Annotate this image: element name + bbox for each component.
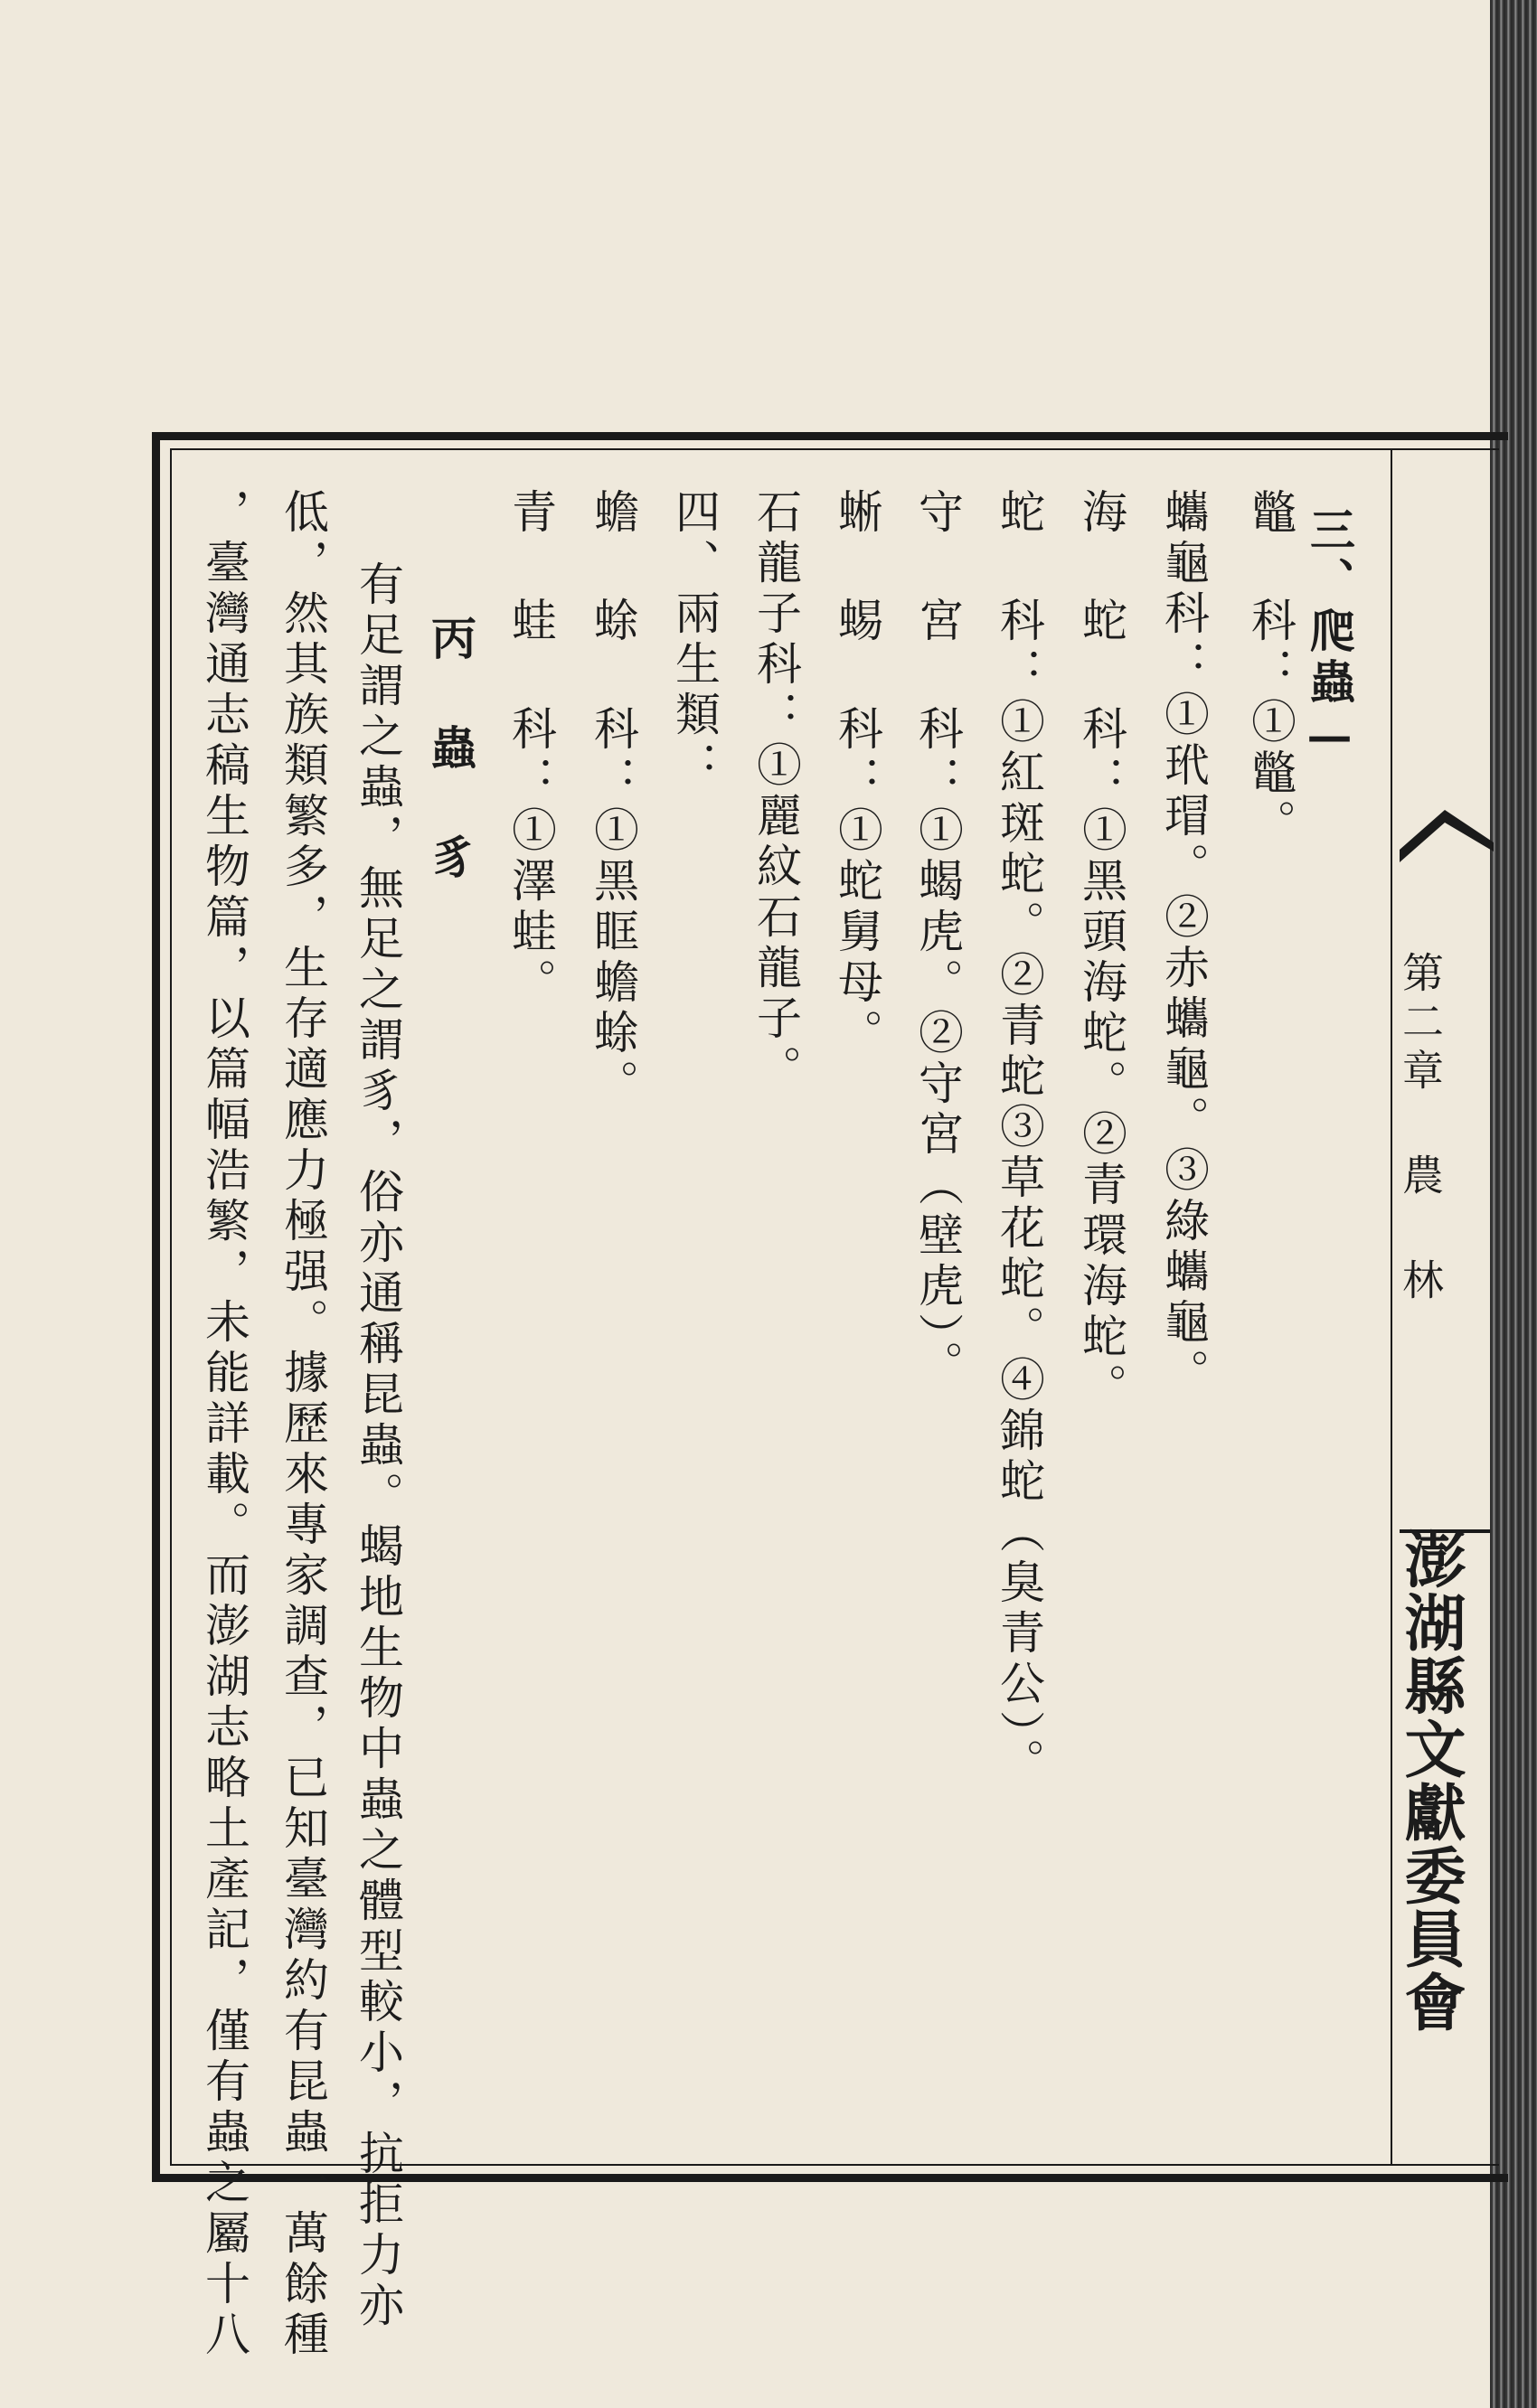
text-column-6: 守 宮 科：①蝎虎。②守宮（壁虎）。 <box>911 488 964 1391</box>
publisher-name: 澎湖縣文獻委員會 <box>1394 1528 1466 2034</box>
text-column-12: 丙 蟲 豸 <box>424 615 477 884</box>
text-column-9: 四、兩生類： <box>668 488 721 792</box>
text-column-1: 三、爬蟲— <box>1303 506 1356 767</box>
text-column-2: 鼈 科：①鼈。 <box>1244 488 1297 850</box>
chapter-title: 第二章 農 林 <box>1396 951 1445 1307</box>
text-column-10: 蟾 蜍 科：①黑眶蟾蜍。 <box>587 488 639 1110</box>
text-column-11: 青 蛙 科：①澤蛙。 <box>504 488 557 1009</box>
text-column-15: ，臺灣通志稿生物篇，以篇幅浩繁，未能詳載。而澎湖志略土產記，僅有蟲之屬十八 <box>198 488 250 2361</box>
text-column-4: 海 蛇 科：①黑頭海蛇。②青環海蛇。 <box>1075 488 1127 1414</box>
text-column-3: 蠵龜科：①玳瑁。②赤蠵龜。③綠蠵龜。 <box>1157 488 1210 1399</box>
chevron-ornament-icon <box>1400 803 1494 868</box>
text-column-7: 蜥 蜴 科：①蛇舅母。 <box>831 488 883 1059</box>
text-column-8: 石龍子科：①麗紋石龍子。 <box>750 488 802 1096</box>
text-column-13: 有足謂之蟲，無足之謂豸，俗亦通稱昆蟲。蝎地生物中蟲之體型較小，抗拒力亦 <box>352 560 404 2332</box>
text-column-14: 低，然其族類繁多，生存適應力極强。據歷來專家調查，已知臺灣約有昆蟲一萬餘種 <box>277 488 329 2361</box>
text-column-5: 蛇 科：①紅斑蛇。②青蛇③草花蛇。④錦蛇（臭青公）。 <box>993 488 1045 1789</box>
header-divider <box>1391 450 1392 2164</box>
